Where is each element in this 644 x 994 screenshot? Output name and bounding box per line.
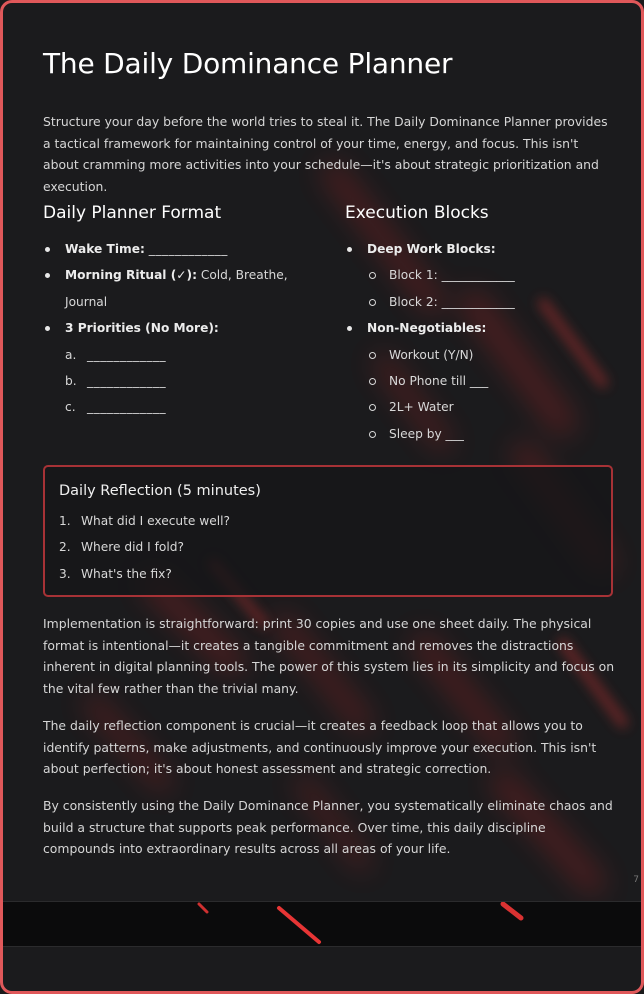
execution-blocks-heading: Execution Blocks bbox=[345, 203, 489, 223]
priorities-item bbox=[43, 315, 333, 421]
question-text: What did I execute well? bbox=[81, 514, 230, 528]
non-negotiables-label: Non-Negotiables: bbox=[367, 321, 487, 336]
priority-marker: c. bbox=[65, 400, 76, 415]
implementation-paragraph: Implementation is straightforward: print 30 copies and use one sheet daily. The physical format is intentional—it creates a tangible commitment and removes the distractions inherent in digital planning tools. The power of this system lies in its simplicity and focus on the vital few rather than the trivial many. bbox=[43, 616, 615, 696]
non-negotiable-item: Workout (Y/N) bbox=[367, 342, 625, 368]
reflection-questions-list bbox=[59, 508, 230, 587]
conclusion-paragraph: By consistently using the Daily Dominance Planner, you systematically eliminate chaos and build a structure that supports peak performance. Over time, this daily discipline compounds into extraordinary results across all areas of your life. bbox=[43, 798, 613, 856]
non-negotiables-item bbox=[345, 315, 625, 447]
non-negotiable-item: Sleep by ___ bbox=[367, 421, 625, 447]
question-text: Where did I fold? bbox=[81, 540, 184, 555]
priority-blank: ____________ bbox=[87, 347, 167, 362]
reflection-question bbox=[59, 508, 230, 534]
non-negotiable-item: No Phone till ___ bbox=[367, 368, 625, 394]
morning-ritual-label: Morning Ritual (✓): bbox=[65, 268, 197, 283]
priority-item bbox=[65, 368, 333, 394]
priority-item bbox=[65, 342, 333, 368]
deep-work-blocks-list bbox=[367, 262, 625, 315]
priorities-list bbox=[65, 342, 333, 421]
priority-blank: ____________ bbox=[87, 374, 167, 389]
execution-blocks-section bbox=[345, 203, 625, 447]
next-page-preview bbox=[3, 901, 641, 947]
morning-ritual-item bbox=[43, 262, 333, 315]
wake-time-item bbox=[43, 236, 333, 262]
planner-format-heading: Daily Planner Format bbox=[43, 203, 222, 223]
execution-blocks-list bbox=[345, 236, 625, 447]
daily-reflection-heading: Daily Reflection (5 minutes) bbox=[59, 483, 261, 499]
question-number: 1. bbox=[59, 514, 71, 528]
work-block-item: Block 2: ____________ bbox=[367, 289, 625, 315]
work-block-item: Block 1: ____________ bbox=[367, 262, 625, 288]
question-text: What's the fix? bbox=[81, 566, 172, 581]
morning-ritual-text: Cold, Breathe, Journal bbox=[65, 268, 288, 309]
wake-time-blank: ____________ bbox=[148, 242, 228, 256]
question-number: 2. bbox=[59, 540, 71, 555]
daily-reflection-box bbox=[43, 465, 613, 597]
reflection-question bbox=[59, 534, 230, 560]
page-number: 7 bbox=[633, 875, 639, 885]
priority-marker: a. bbox=[65, 347, 77, 362]
question-number: 3. bbox=[59, 566, 71, 581]
priorities-label: 3 Priorities (No More): bbox=[65, 321, 219, 336]
non-negotiable-item: 2L+ Water bbox=[367, 394, 625, 420]
non-negotiables-list bbox=[367, 342, 625, 448]
intro-paragraph: Structure your day before the world tries to steal it. The Daily Dominance Planner provides a tactical framework for maintaining control of your time, energy, and focus. This isn't about cramming more activities into your schedule—it's about strategic prioritization and execution. bbox=[43, 114, 608, 194]
deep-work-label: Deep Work Blocks: bbox=[367, 242, 496, 256]
reflection-question bbox=[59, 561, 230, 587]
priority-marker: b. bbox=[65, 374, 77, 389]
priority-item bbox=[65, 394, 333, 420]
preview-streaks bbox=[3, 902, 641, 946]
page-title: The Daily Dominance Planner bbox=[43, 47, 453, 80]
reflection-paragraph: The daily reflection component is crucial—it creates a feedback loop that allows you to identify patterns, make adjustments, and continuously improve your execution. This isn't about perfection; it's about honest assessment and strategic correction. bbox=[43, 718, 597, 776]
planner-format-list bbox=[43, 236, 333, 421]
wake-time-label: Wake Time: bbox=[65, 242, 145, 256]
priority-blank: ____________ bbox=[87, 400, 167, 415]
planner-format-section bbox=[43, 203, 333, 421]
deep-work-item bbox=[345, 236, 625, 315]
